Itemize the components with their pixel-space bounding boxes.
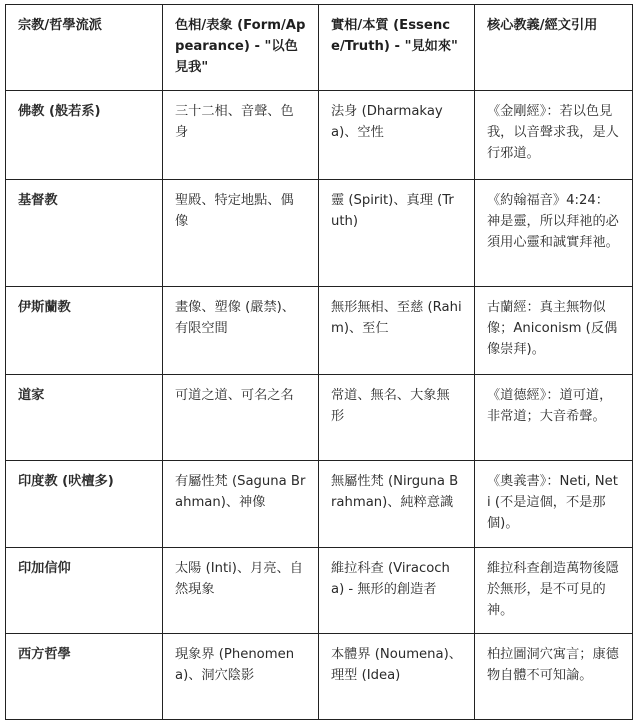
table-row <box>6 634 633 720</box>
row-school: 伊斯蘭教 <box>6 287 163 375</box>
row-essence: 無形無相、至慈 (Rahim)、至仁 <box>319 287 475 375</box>
row-form: 有屬性梵 (Saguna Brahman)、神像 <box>163 461 319 548</box>
row-essence: 維拉科查 (Viracocha) - 無形的創造者 <box>319 548 475 634</box>
row-school: 佛教 (般若系) <box>6 91 163 180</box>
row-essence: 法身 (Dharmakaya)、空性 <box>319 91 475 180</box>
table-row <box>6 91 633 180</box>
comparison-table-container <box>5 4 633 720</box>
row-school: 印度教 (吠檀多) <box>6 461 163 548</box>
row-doctrine: 《金剛經》：若以色見我，以音聲求我，是人行邪道。 <box>475 91 633 180</box>
row-school: 印加信仰 <box>6 548 163 634</box>
row-form: 太陽 (Inti)、月亮、自然現象 <box>163 548 319 634</box>
row-doctrine: 柏拉圖洞穴寓言；康德物自體不可知論。 <box>475 634 633 720</box>
table-row <box>6 180 633 287</box>
row-form: 畫像、塑像 (嚴禁)、有限空間 <box>163 287 319 375</box>
header-essence: 實相/本質 (Essence/Truth) - "見如來" <box>319 5 475 91</box>
row-doctrine: 古蘭經：真主無物似像；Aniconism (反偶像崇拜)。 <box>475 287 633 375</box>
row-doctrine: 《約翰福音》4:24：神是靈，所以拜祂的必須用心靈和誠實拜祂。 <box>475 180 633 287</box>
row-school: 西方哲學 <box>6 634 163 720</box>
comparison-table <box>5 4 633 720</box>
header-form: 色相/表象 (Form/Appearance) - "以色見我" <box>163 5 319 91</box>
row-school: 道家 <box>6 375 163 461</box>
row-doctrine: 《道德經》：道可道，非常道；大音希聲。 <box>475 375 633 461</box>
row-essence: 靈 (Spirit)、真理 (Truth) <box>319 180 475 287</box>
row-essence: 本體界 (Noumena)、理型 (Idea) <box>319 634 475 720</box>
row-form: 三十二相、音聲、色身 <box>163 91 319 180</box>
table-row <box>6 287 633 375</box>
row-essence: 無屬性梵 (Nirguna Brahman)、純粹意識 <box>319 461 475 548</box>
row-doctrine: 維拉科查創造萬物後隱於無形，是不可見的神。 <box>475 548 633 634</box>
row-form: 現象界 (Phenomena)、洞穴陰影 <box>163 634 319 720</box>
table-row <box>6 375 633 461</box>
row-essence: 常道、無名、大象無形 <box>319 375 475 461</box>
table-row <box>6 548 633 634</box>
header-doctrine: 核心教義/經文引用 <box>475 5 633 91</box>
table-row <box>6 461 633 548</box>
row-doctrine: 《奧義書》：Neti, Neti (不是這個，不是那個)。 <box>475 461 633 548</box>
header-school: 宗教/哲學流派 <box>6 5 163 91</box>
row-form: 聖殿、特定地點、偶像 <box>163 180 319 287</box>
table-header-row <box>6 5 633 91</box>
row-school: 基督教 <box>6 180 163 287</box>
row-form: 可道之道、可名之名 <box>163 375 319 461</box>
